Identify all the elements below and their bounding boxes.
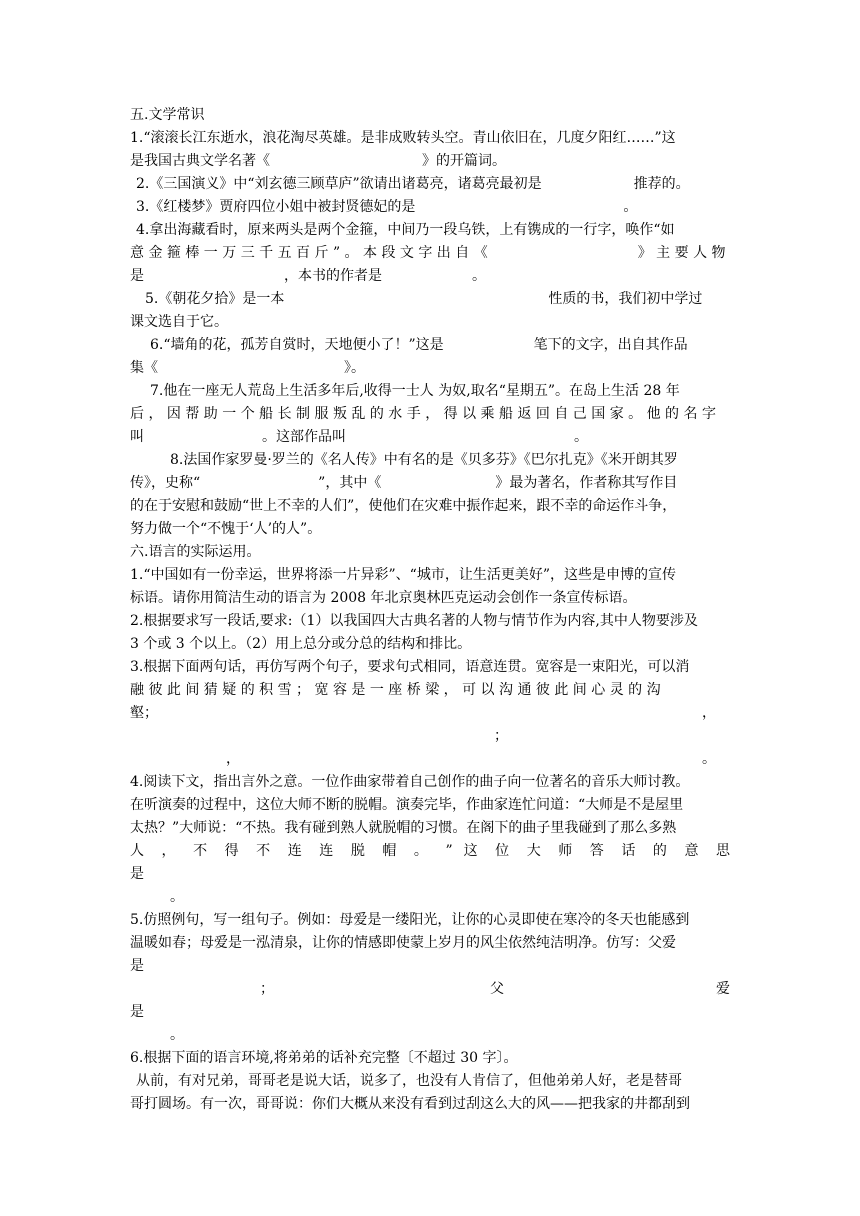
q6-5-line-6: 。 <box>170 1027 184 1043</box>
q6-5-line-2: 温暖如春；母爱是一泓清泉，让你的情感即使蒙上岁月的风尘依然纯洁明净。仿写：父爱 <box>130 935 676 951</box>
q6-5-line-1: 5.仿照例句，写一组句子。例如：母爱是一缕阳光，让你的心灵即使在寒冷的冬天也能感到 <box>130 912 690 928</box>
q6-3-line-3: 壑； ， <box>130 705 716 721</box>
q5-6-line-2: 集《 》。 <box>130 360 365 376</box>
q5-7-line-3: 叫 。这部作品叫 。 <box>130 429 588 445</box>
q5-7-line-2: 后 ， 因 帮 助 一 个 船 长 制 服 叛 乱 的 水 手 ， 得 以 乘 船 返 回 自 己 国 家 。 他 的 名 字 <box>130 406 716 422</box>
q6-4-line-5: 是 <box>130 866 144 882</box>
q6-3-line-4: ； <box>494 728 508 744</box>
q6-5-line-5: 是 <box>130 1004 144 1020</box>
section-heading-literature: 五.文学常识 <box>130 107 205 123</box>
q5-6-line-1: 6.“墙角的花，孤芳自赏时，天地便小了！”这是 笔下的文字，出自其作品 <box>150 337 688 353</box>
q6-4-line-2: 在听演奏的过程中，这位大师不断的脱帽。演奏完毕，作曲家连忙问道：“大师是不是屋里 <box>130 797 684 813</box>
q5-8-line-4: 努力做一个“不愧于‘人’的人”。 <box>130 521 322 537</box>
q5-8-line-1: 8.法国作家罗曼·罗兰的《名人传》中有名的是《贝多芬》《巴尔扎克》《米开朗其罗 <box>170 452 678 468</box>
q5-1-line-1: 1.“滚滚长江东逝水，浪花淘尽英雄。是非成败转头空。青山依旧在，几度夕阳红……”这 <box>130 130 676 146</box>
q5-4-line-2: 意 金 箍 棒 一 万 三 千 五 百 斤 ” 。 本 段 文 字 出 自 《 》 主 要 人 物 <box>130 245 726 261</box>
q6-4-line-3: 太热？”大师说：“不热。我有碰到熟人就脱帽的习惯。在阁下的曲子里我碰到了那么多熟 <box>130 820 677 836</box>
q5-1-line-2: 是我国古典文学名著《 》的开篇词。 <box>130 153 506 169</box>
q6-2-line-2: 3 个或 3 个以上。（2）用上总分或分总的结构和排比。 <box>130 636 472 652</box>
q6-5-line-3: 是 <box>130 958 144 974</box>
q6-3-line-2: 融 彼 此 间 猜 疑 的 积 雪 ； 宽 容 是 一 座 桥 梁 ， 可 以 沟 通 彼 此 间 心 灵 的 沟 <box>130 682 661 698</box>
q6-5-line-4: ； 父 爱 <box>260 981 730 997</box>
q5-3-line: 3.《红楼梦》贾府四位小姐中被封贤德妃的是 。 <box>136 199 638 215</box>
q5-4-line-1: 4.拿出海藏看时，原来两头是两个金箍，中间乃一段乌铁，上有镌成的一行字，唤作“如 <box>136 222 675 238</box>
q5-7-line-1: 7.他在一座无人荒岛上生活多年后,收得一士人 为奴,取名“星期五”。在岛上生活 28 年 <box>150 383 680 399</box>
q5-5-line-1: 5.《朝花夕拾》是一本 性质的书，我们初中学过 <box>145 291 703 307</box>
q6-6-line-2: 从前，有对兄弟，哥哥老是说大话，说多了，也没有人肯信了，但他弟弟人好，老是替哥 <box>136 1073 682 1089</box>
q6-6-line-1: 6.根据下面的语言环境,将弟弟的话补充完整〔不超过 30 字〕。 <box>130 1050 518 1066</box>
q6-3-line-1: 3.根据下面两句话，再仿写两个句子，要求句式相同，语意连贯。宽容是一束阳光，可以消 <box>130 659 690 675</box>
q5-4-line-3: 是 ，本书的作者是 。 <box>130 268 486 284</box>
q6-3-line-5: ， 。 <box>226 751 716 767</box>
q6-1-line-2: 标语。请你用简洁生动的语言为 2008 年北京奥林匹克运动会创作一条宣传标语。 <box>130 590 637 606</box>
q6-1-line-1: 1.“中国如有一份幸运，世界将添一片异彩”、“城市，让生活更美好”，这些是申博的宣传 <box>130 567 676 583</box>
q6-4-line-6: 。 <box>170 889 184 905</box>
q6-6-line-3: 哥打圆场。有一次，哥哥说：你们大概从来没有看到过刮这么大的风——把我家的井都刮到 <box>130 1096 690 1112</box>
q6-4-line-1: 4.阅读下文，指出言外之意。一位作曲家带着自己创作的曲子向一位著名的音乐大师讨教。 <box>130 774 690 790</box>
q5-8-line-2: 传》，史称“ ”，其中《 》最为著名，作者称其写作目 <box>130 475 678 491</box>
q5-5-line-2: 课文选自于它。 <box>130 314 228 330</box>
section-heading-language: 六.语言的实际运用。 <box>130 544 261 560</box>
q6-4-line-4: 人 ， 不 得 不 连 连 脱 帽 。 ” 这 位 大 师 答 话 的 意 思 <box>130 843 730 859</box>
q5-2-line: 2.《三国演义》中“刘玄德三顾草庐”欲请出诸葛亮，诸葛亮最初是 推荐的。 <box>136 176 690 192</box>
q5-8-line-3: 的在于安慰和鼓励“世上不幸的人们”，使他们在灾难中振作起来，跟不幸的命运作斗争， <box>130 498 677 514</box>
q6-2-line-1: 2.根据要求写一段话,要求:（1）以我国四大古典名著的人物与情节作为内容,其中人物要涉及 <box>130 613 698 629</box>
